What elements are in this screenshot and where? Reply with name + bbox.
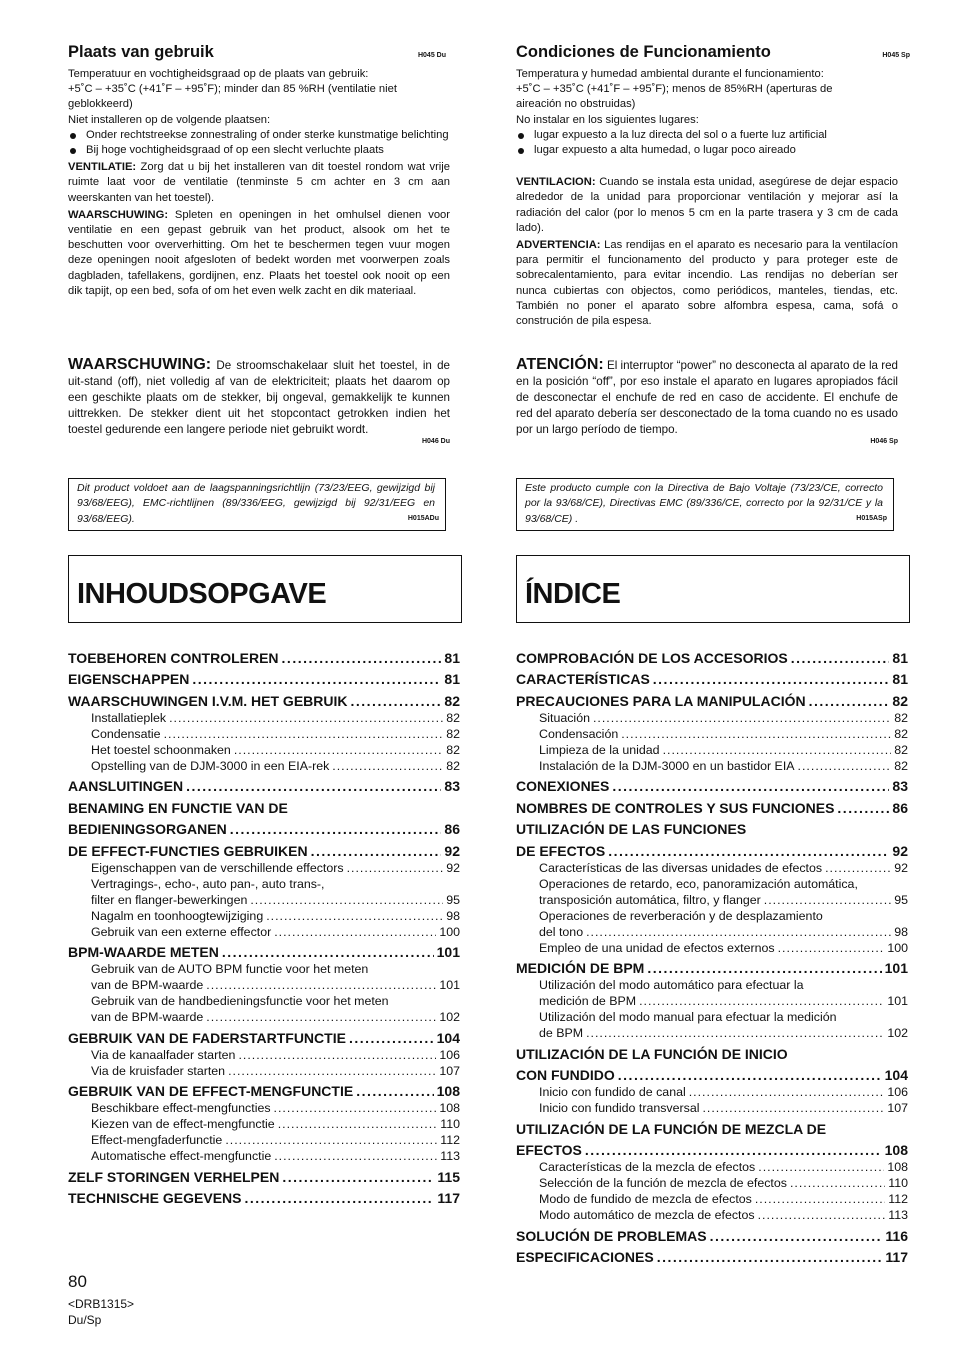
toc-entry-title: Instalación de la DJM-3000 en un bastidor EIA bbox=[539, 758, 795, 773]
toc-page-number: 116 bbox=[885, 1227, 908, 1244]
toc-page-number: 95 bbox=[894, 892, 908, 907]
toc-entry-title: Modo automático de mezcla de efectos bbox=[539, 1208, 755, 1222]
toc-subentry bbox=[68, 1008, 460, 1024]
toc-entry bbox=[516, 1222, 908, 1244]
dot-leader bbox=[274, 1149, 437, 1163]
toc-page-number: 95 bbox=[446, 892, 460, 907]
dot-leader bbox=[647, 960, 881, 976]
page-footer bbox=[68, 1272, 134, 1328]
toc-page-number: 81 bbox=[444, 671, 460, 687]
toc-entry-title: Installatieplek bbox=[91, 710, 167, 725]
toc-entry-title: ESPECIFICACIONES bbox=[516, 1249, 654, 1265]
toc-subentry bbox=[516, 907, 908, 923]
toc-subentry bbox=[68, 757, 460, 773]
toc-page-number: 82 bbox=[892, 692, 908, 709]
toc-page-number: 107 bbox=[887, 1101, 908, 1115]
toc-page-number: 112 bbox=[440, 1133, 460, 1147]
toc-page-number: 108 bbox=[439, 1101, 460, 1115]
toc-subentry bbox=[516, 1008, 908, 1024]
toc-subentry bbox=[68, 891, 460, 907]
dot-leader bbox=[282, 650, 442, 666]
lvd-code: H015ASp bbox=[856, 514, 887, 522]
intro-line: +5˚C – +35˚C (+41˚F – +95˚F); menos de 85%RH (aperturas de bbox=[516, 83, 833, 96]
power-warning bbox=[68, 357, 450, 450]
toc-entry bbox=[68, 816, 460, 838]
toc-subentry bbox=[68, 859, 460, 875]
warning-label: ADVERTENCIA: bbox=[516, 239, 601, 252]
toc-subentry bbox=[516, 1206, 908, 1222]
toc-page-number: 107 bbox=[439, 1063, 460, 1078]
section-code: H045 Sp bbox=[882, 52, 910, 59]
toc-subentry bbox=[68, 1099, 460, 1115]
dot-leader bbox=[798, 759, 892, 773]
dot-leader bbox=[593, 711, 891, 725]
toc-entry bbox=[68, 837, 460, 859]
toc-entry bbox=[68, 1163, 460, 1185]
toc-entry-title: medición de BPM bbox=[539, 994, 637, 1008]
toc-entry-title: EFECTOS bbox=[516, 1142, 582, 1158]
warning-text: Spleten en openingen in het omhulsel dienen voor ventilatie en een gepast gebruik van het product, alsook om het te beschutten voor oververhitting. Om het te beschermen tegen vuur mogen deze openingen nooit afgesloten of bedekt worden met voorwerpen zoals dagbladen, tafellakens, gordijnen, enz. Plaats het toestel ook nooit op een dik tapijt, op een bed, sofa of om het even welk zacht en dik materiaal. bbox=[68, 208, 450, 297]
toc-entry-title: Utilización del modo automático para efectuar la bbox=[539, 978, 804, 992]
dot-leader bbox=[689, 1085, 885, 1099]
toc-page-number: 101 bbox=[884, 960, 908, 976]
toc-page-number: 101 bbox=[439, 978, 460, 992]
toc-entry-title: AANSLUITINGEN bbox=[68, 778, 184, 794]
toc-subentry bbox=[516, 859, 908, 875]
dot-leader bbox=[311, 843, 442, 859]
toc-entry-title: Modo de fundido de mezcla de efectos bbox=[539, 1192, 752, 1206]
intro-line: geblokkeerd) bbox=[68, 98, 133, 111]
toc-page-number: 86 bbox=[892, 799, 908, 816]
toc-subentry bbox=[68, 1147, 460, 1163]
ventilation-label: VENTILATIE: bbox=[68, 161, 137, 174]
toc-subentry bbox=[516, 939, 908, 955]
toc-subentry bbox=[516, 875, 908, 891]
toc-entry-title: Kiezen van de effect-mengfunctie bbox=[91, 1117, 275, 1131]
dot-leader bbox=[356, 1083, 433, 1099]
dot-leader bbox=[585, 1142, 882, 1158]
ventilation-paragraph bbox=[516, 175, 898, 236]
toc-entry-title: Gebruik van de AUTO BPM functie voor het meten bbox=[91, 962, 369, 976]
toc-entry bbox=[68, 1078, 460, 1100]
toc-subentry bbox=[68, 923, 460, 939]
lvd-notice bbox=[68, 478, 446, 531]
dot-leader bbox=[791, 650, 890, 666]
toc-subentry bbox=[68, 709, 460, 725]
toc-entry-title: PRECAUCIONES PARA LA MANIPULACIÓN bbox=[516, 692, 806, 709]
toc-title-box bbox=[516, 555, 910, 623]
dot-leader bbox=[332, 759, 443, 773]
toc-entry-title: Selección de la función de mezcla de efectos bbox=[539, 1176, 787, 1190]
power-warning-code: H046 Sp bbox=[870, 438, 898, 445]
toc-entry-title: transposición automática, filtro, y flanger bbox=[539, 892, 761, 907]
dot-leader bbox=[222, 944, 434, 960]
toc-page-number: 108 bbox=[887, 1160, 908, 1174]
toc-entry bbox=[516, 1244, 908, 1266]
dot-leader bbox=[657, 1249, 883, 1265]
dot-leader bbox=[228, 1064, 436, 1078]
operating-conditions-text bbox=[68, 67, 450, 299]
toc-page-number: 81 bbox=[444, 649, 460, 666]
section-code: H045 Du bbox=[417, 52, 446, 59]
toc-subentry bbox=[516, 1024, 908, 1040]
toc-subentry bbox=[68, 1046, 460, 1062]
toc-entry bbox=[68, 687, 460, 709]
lvd-notice bbox=[516, 478, 894, 531]
toc-subentry bbox=[516, 1158, 908, 1174]
toc-entry bbox=[68, 794, 460, 816]
toc-page-number: 113 bbox=[888, 1208, 908, 1222]
toc-entry-title: van de BPM-waarde bbox=[91, 1010, 204, 1024]
toc-entry-title: Operaciones de retardo, eco, panoramización automática, bbox=[539, 876, 858, 891]
toc-entry bbox=[516, 1040, 908, 1062]
toc-entry-title: Gebruik van de handbedieningsfunctie voor het meten bbox=[91, 994, 389, 1008]
toc-entry-title: TECHNISCHE GEGEVENS bbox=[68, 1190, 242, 1206]
toc-entry-title: Operaciones de reverberación y de desplazamiento bbox=[539, 908, 823, 923]
power-warning-text: El interruptor “power” no desconecta al aparato de la red en la posición “off”, por eso instale el aparato en lugares apropiados fácil de desconectar el enchufe de red en caso de accidente. El enchufe de red del aparato debería ser desconectado de la toma cuando no es usado por un largo período de tiempo. bbox=[516, 359, 898, 436]
toc-page-number: 86 bbox=[444, 821, 460, 837]
warning-text: Las rendijas en el aparato es necesario para la ventilacíon para permitir el funcionamento del producto y para proteger este de sobrecalentamiento, para evitar incendio. Las rendijas no deberían ser nunca cubiertas con objectos, como periódicos, manteles, tiendas, etc. También no poner el aparato sobre alfombra espesa, cama, sofá o construción de pila espesa. bbox=[516, 239, 898, 328]
toc-entry-title: DE EFECTOS bbox=[516, 842, 606, 859]
dot-leader bbox=[278, 1117, 438, 1131]
toc-entry-title: COMPROBACIÓN DE LOS ACCESORIOS bbox=[516, 649, 788, 666]
intro-line: Temperatura y humedad ambiental durante el funcionamiento: bbox=[516, 68, 824, 80]
toc-entry-title: BENAMING EN FUNCTIE VAN DE bbox=[68, 799, 288, 816]
intro-line: No instalar en los siguientes lugares: bbox=[516, 113, 699, 126]
toc-entry bbox=[68, 939, 460, 961]
toc-page-number: 83 bbox=[444, 778, 460, 794]
toc-entry-title: WAARSCHUWINGEN I.V.M. HET GEBRUIK bbox=[68, 692, 348, 709]
toc-page-number: 82 bbox=[894, 726, 908, 741]
toc-entry bbox=[68, 773, 460, 795]
toc-entry-title: Gebruik van een externe effector bbox=[91, 924, 272, 939]
toc-page-number: 104 bbox=[436, 1029, 460, 1046]
language-code: Du/Sp bbox=[68, 1313, 102, 1327]
toc-page-number: 82 bbox=[446, 742, 460, 757]
toc-entry bbox=[516, 955, 908, 977]
toc-page-number: 98 bbox=[446, 908, 460, 923]
toc-entry-title: Condensación bbox=[539, 726, 619, 741]
dot-leader bbox=[758, 1160, 884, 1174]
toc-entry-title: Características de las diversas unidades de efectos bbox=[539, 860, 823, 875]
toc-subentry bbox=[516, 923, 908, 939]
toc-title-box bbox=[68, 555, 462, 623]
toc-entry bbox=[68, 666, 460, 688]
dot-leader bbox=[244, 1190, 434, 1206]
toc-page-number: 104 bbox=[884, 1067, 908, 1083]
toc-page-number: 100 bbox=[439, 924, 460, 939]
toc-entry bbox=[516, 773, 908, 795]
toc-page-number: 101 bbox=[887, 994, 908, 1008]
toc-entry-title: Características de la mezcla de efectos bbox=[539, 1160, 756, 1174]
toc-page-number: 115 bbox=[437, 1168, 460, 1185]
toc-subentry bbox=[68, 725, 460, 741]
toc-entry-title: EIGENSCHAPPEN bbox=[68, 671, 190, 687]
toc-subentry bbox=[516, 757, 908, 773]
ventilation-text: Zorg dat u bij het installeren van dit toestel rondom wat vrije ruimte laat voor de ventilatie (tenminste 5 cm achter en 3 cm aan weerskanten van het toestel). bbox=[68, 161, 450, 204]
toc-entry-title: Limpieza de la unidad bbox=[539, 742, 660, 757]
toc-entry bbox=[516, 794, 908, 816]
toc-subentry bbox=[68, 1115, 460, 1131]
dot-leader bbox=[266, 909, 443, 923]
toc-page-number: 101 bbox=[436, 944, 460, 960]
power-warning-label: ATENCIÓN: bbox=[516, 356, 604, 373]
toc-subentry bbox=[516, 891, 908, 907]
power-warning-label: WAARSCHUWING: bbox=[68, 356, 212, 373]
toc-subentry bbox=[68, 741, 460, 757]
toc-subentry bbox=[68, 875, 460, 891]
intro-line: Temperatuur en vochtigheidsgraad op de plaats van gebruik: bbox=[68, 68, 369, 80]
toc-entry bbox=[68, 1185, 460, 1207]
dot-leader bbox=[837, 800, 889, 816]
page-number: 80 bbox=[68, 1272, 87, 1291]
section-heading: Condiciones de Funcionamiento bbox=[516, 43, 771, 61]
toc-page-number: 81 bbox=[892, 649, 908, 666]
toc-entry bbox=[68, 1024, 460, 1046]
toc-subentry bbox=[68, 1062, 460, 1078]
toc-entry-title: SOLUCIÓN DE PROBLEMAS bbox=[516, 1227, 707, 1244]
dot-leader bbox=[790, 1176, 885, 1190]
toc-entry bbox=[516, 1062, 908, 1084]
toc-subentry bbox=[68, 992, 460, 1008]
bullet-item: Bij hoge vochtigheidsgraad of op een slecht verluchte plaats bbox=[68, 143, 450, 158]
toc-entry-title: filter en flanger-bewerkingen bbox=[91, 892, 248, 907]
toc-subentry bbox=[68, 976, 460, 992]
toc-entry bbox=[516, 837, 908, 859]
dot-leader bbox=[621, 727, 891, 741]
toc-entry-title: CON FUNDIDO bbox=[516, 1067, 615, 1083]
dot-leader bbox=[274, 925, 436, 939]
toc-entry bbox=[68, 644, 460, 666]
dot-leader bbox=[586, 925, 891, 939]
doc-code: <DRB1315> bbox=[68, 1297, 135, 1311]
dot-leader bbox=[618, 1067, 882, 1083]
intro-line: aireación no obstruidas) bbox=[516, 98, 636, 111]
toc-entry-title: CONEXIONES bbox=[516, 778, 610, 794]
power-warning bbox=[516, 357, 898, 450]
toc-entry-title: UTILIZACIÓN DE LA FUNCIÓN DE INICIO bbox=[516, 1045, 788, 1062]
table-of-contents bbox=[68, 644, 460, 1206]
dot-leader bbox=[755, 1192, 885, 1206]
toc-subentry bbox=[516, 709, 908, 725]
toc-entry-title: UTILIZACIÓN DE LA FUNCIÓN DE MEZCLA DE bbox=[516, 1120, 827, 1137]
toc-entry-title: van de BPM-waarde bbox=[91, 978, 204, 992]
power-warning-text: De stroomschakelaar sluit het toestel, in de uit-stand (off), niet volledig af van de elektriciteit; plaats het daarom op een geschikte plaats om de stekker, bij ongeval, gemakkelijk te kunnen uittrekken. De stekker dient uit het stopcontact getrokken indien het toestel gedurende een langere periode niet gebruikt wordt. bbox=[68, 359, 450, 436]
toc-entry bbox=[516, 687, 908, 709]
toc-page-number: 83 bbox=[892, 778, 908, 794]
ventilation-text: Cuando se instala esta unidad, asegúrese de dejar espacio alrededor de la unidad para proporcionar ventilación y mejorar así la radiación del calor (por lo menos 5 cm en la parte trasera y 3 cm de cada lado). bbox=[516, 176, 898, 234]
toc-page-number: 98 bbox=[894, 924, 908, 939]
warning-paragraph bbox=[516, 238, 898, 329]
toc-subentry bbox=[516, 741, 908, 757]
toc-entry-title: UTILIZACIÓN DE LAS FUNCIONES bbox=[516, 821, 747, 837]
lvd-text: Dit product voldoet aan de laagspanningsrichtlijn (73/23/EEG, gewijzigd bij 93/68/EEG), EMC-richtlijnen (89/336/EEG, gewijzigd bij 92/31/EEG en 93/68/EEG). bbox=[77, 482, 435, 525]
toc-entry-title: Nagalm en toonhoogtewijziging bbox=[91, 908, 264, 923]
bullet-item: Onder rechtstreekse zonnestraling of onder sterke kunstmatige belichting bbox=[68, 128, 450, 143]
toc-subentry bbox=[516, 1174, 908, 1190]
warning-paragraph bbox=[68, 208, 450, 299]
toc-subentry bbox=[68, 960, 460, 976]
operating-conditions-text bbox=[516, 67, 898, 329]
toc-entry-title: Het toestel schoonmaken bbox=[91, 742, 231, 757]
dot-leader bbox=[778, 941, 885, 955]
toc-entry-title: Inicio con fundido de canal bbox=[539, 1085, 686, 1099]
toc-title: ÍNDICE bbox=[525, 578, 621, 610]
toc-page-number: 106 bbox=[439, 1047, 460, 1062]
toc-page-number: 110 bbox=[888, 1176, 908, 1190]
toc-entry-title: DE EFFECT-FUNCTIES GEBRUIKEN bbox=[68, 842, 308, 859]
toc-page-number: 82 bbox=[444, 692, 460, 709]
toc-page-number: 110 bbox=[440, 1117, 460, 1131]
toc-page-number: 92 bbox=[892, 842, 908, 859]
toc-subentry bbox=[516, 1099, 908, 1115]
dot-leader bbox=[225, 1133, 437, 1147]
toc-entry-title: MEDICIÓN DE BPM bbox=[516, 960, 645, 976]
toc-entry-title: de BPM bbox=[539, 1026, 584, 1040]
toc-entry-title: Utilización del modo manual para efectuar la medición bbox=[539, 1010, 837, 1024]
toc-subentry bbox=[516, 976, 908, 992]
toc-entry-title: del tono bbox=[539, 924, 584, 939]
toc-page-number: 82 bbox=[894, 710, 908, 725]
lvd-text: Este producto cumple con la Directiva de Bajo Voltaje (73/23/CE, correcto por la 93/68/CE), Directivas EMC (89/336/CE, correcto por la 92/31/CE y la 93/68/CE) . bbox=[525, 482, 883, 525]
toc-page-number: 82 bbox=[894, 742, 908, 757]
dot-leader bbox=[347, 861, 444, 875]
dot-leader bbox=[238, 1048, 436, 1062]
toc-entry-title: Empleo de una unidad de efectos externos bbox=[539, 940, 775, 955]
toc-subentry bbox=[516, 1083, 908, 1099]
dot-leader bbox=[206, 1010, 436, 1024]
toc-subentry bbox=[68, 907, 460, 923]
toc-subentry bbox=[516, 725, 908, 741]
toc-entry-title: ZELF STORINGEN VERHELPEN bbox=[68, 1168, 280, 1185]
dot-leader bbox=[192, 671, 441, 687]
toc-entry bbox=[516, 644, 908, 666]
toc-page-number: 117 bbox=[885, 1249, 908, 1265]
dot-leader bbox=[186, 778, 441, 794]
intro-line: Niet installeren op de volgende plaatsen: bbox=[68, 113, 271, 126]
toc-entry-title: Via de kruisfader starten bbox=[91, 1063, 226, 1078]
dot-leader bbox=[710, 1228, 883, 1244]
toc-entry-title: Situación bbox=[539, 710, 590, 725]
dot-leader bbox=[274, 1101, 437, 1115]
toc-entry-title: BEDIENINGSORGANEN bbox=[68, 821, 227, 837]
toc-subentry bbox=[68, 1131, 460, 1147]
toc-page-number: 81 bbox=[892, 671, 908, 687]
toc-page-number: 112 bbox=[888, 1192, 908, 1206]
toc-page-number: 92 bbox=[444, 842, 460, 859]
toc-entry bbox=[516, 816, 908, 838]
toc-page-number: 102 bbox=[439, 1010, 460, 1024]
toc-page-number: 82 bbox=[894, 758, 908, 773]
dot-leader bbox=[809, 693, 890, 709]
ventilation-label: VENTILACION: bbox=[516, 176, 596, 189]
toc-entry bbox=[516, 1137, 908, 1159]
toc-entry-title: NOMBRES DE CONTROLES Y SUS FUNCIONES bbox=[516, 799, 835, 816]
dot-leader bbox=[164, 727, 444, 741]
dot-leader bbox=[702, 1101, 884, 1115]
toc-title: INHOUDSOPGAVE bbox=[77, 578, 327, 610]
toc-entry-title: TOEBEHOREN CONTROLEREN bbox=[68, 649, 279, 666]
dot-leader bbox=[206, 978, 436, 992]
table-of-contents bbox=[516, 644, 908, 1265]
toc-entry-title: Automatische effect-mengfunctie bbox=[91, 1149, 272, 1163]
dot-leader bbox=[764, 893, 891, 907]
toc-subentry bbox=[516, 992, 908, 1008]
section-heading: Plaats van gebruik bbox=[68, 43, 214, 61]
toc-page-number: 108 bbox=[884, 1142, 908, 1158]
dot-leader bbox=[234, 743, 443, 757]
toc-entry bbox=[516, 1115, 908, 1137]
toc-entry-title: Vertragings-, echo-, auto pan-, auto trans-, bbox=[91, 876, 325, 891]
dot-leader bbox=[349, 1030, 434, 1046]
dot-leader bbox=[230, 821, 442, 837]
dot-leader bbox=[639, 994, 884, 1008]
toc-entry-title: Inicio con fundido transversal bbox=[539, 1101, 700, 1115]
toc-entry-title: Condensatie bbox=[91, 726, 161, 741]
toc-entry-title: GEBRUIK VAN DE EFFECT-MENGFUNCTIE bbox=[68, 1083, 354, 1099]
toc-entry-title: BPM-WAARDE METEN bbox=[68, 944, 219, 960]
dot-leader bbox=[758, 1208, 886, 1222]
toc-page-number: 102 bbox=[887, 1026, 908, 1040]
dot-leader bbox=[608, 843, 889, 859]
power-warning-code: H046 Du bbox=[421, 438, 450, 445]
toc-entry-title: Beschikbare effect-mengfuncties bbox=[91, 1101, 271, 1115]
toc-page-number: 100 bbox=[887, 940, 908, 955]
toc-page-number: 106 bbox=[887, 1085, 908, 1099]
ventilation-paragraph bbox=[68, 160, 450, 206]
dot-leader bbox=[250, 893, 443, 907]
dot-leader bbox=[663, 743, 892, 757]
dot-leader bbox=[169, 711, 443, 725]
toc-entry-title: Via de kanaalfader starten bbox=[91, 1047, 236, 1062]
lvd-code: H015ADu bbox=[407, 514, 439, 522]
toc-entry-title: Effect-mengfaderfunctie bbox=[91, 1133, 223, 1147]
warning-label: WAARSCHUWING: bbox=[68, 208, 169, 221]
dot-leader bbox=[282, 1169, 434, 1185]
dot-leader bbox=[825, 861, 891, 875]
toc-entry-title: GEBRUIK VAN DE FADERSTARTFUNCTIE bbox=[68, 1029, 346, 1046]
bullet-item: lugar expuesto a la luz directa del sol o a fuerte luz artificial bbox=[516, 128, 898, 143]
toc-page-number: 92 bbox=[446, 860, 460, 875]
toc-page-number: 82 bbox=[446, 758, 460, 773]
intro-line: +5˚C – +35˚C (+41˚F – +95˚F); minder dan 85 %RH (ventilatie niet bbox=[68, 83, 397, 96]
toc-page-number: 92 bbox=[894, 860, 908, 875]
toc-page-number: 113 bbox=[440, 1149, 460, 1163]
dot-leader bbox=[351, 693, 442, 709]
toc-page-number: 117 bbox=[437, 1190, 460, 1206]
toc-entry-title: Eigenschappen van de verschillende effectors bbox=[91, 860, 344, 875]
toc-page-number: 82 bbox=[446, 726, 460, 741]
toc-page-number: 108 bbox=[436, 1083, 460, 1099]
toc-subentry bbox=[516, 1190, 908, 1206]
toc-entry-title: CARACTERÍSTICAS bbox=[516, 671, 650, 687]
toc-entry-title: Opstelling van de DJM-3000 in een EIA-rek bbox=[91, 758, 330, 773]
toc-page-number: 82 bbox=[446, 710, 460, 725]
dot-leader bbox=[586, 1026, 884, 1040]
toc-entry bbox=[516, 666, 908, 688]
dot-leader bbox=[653, 671, 890, 687]
bullet-item: lugar expuesto a alta humedad, o lugar poco aireado bbox=[516, 143, 898, 158]
dot-leader bbox=[612, 778, 889, 794]
